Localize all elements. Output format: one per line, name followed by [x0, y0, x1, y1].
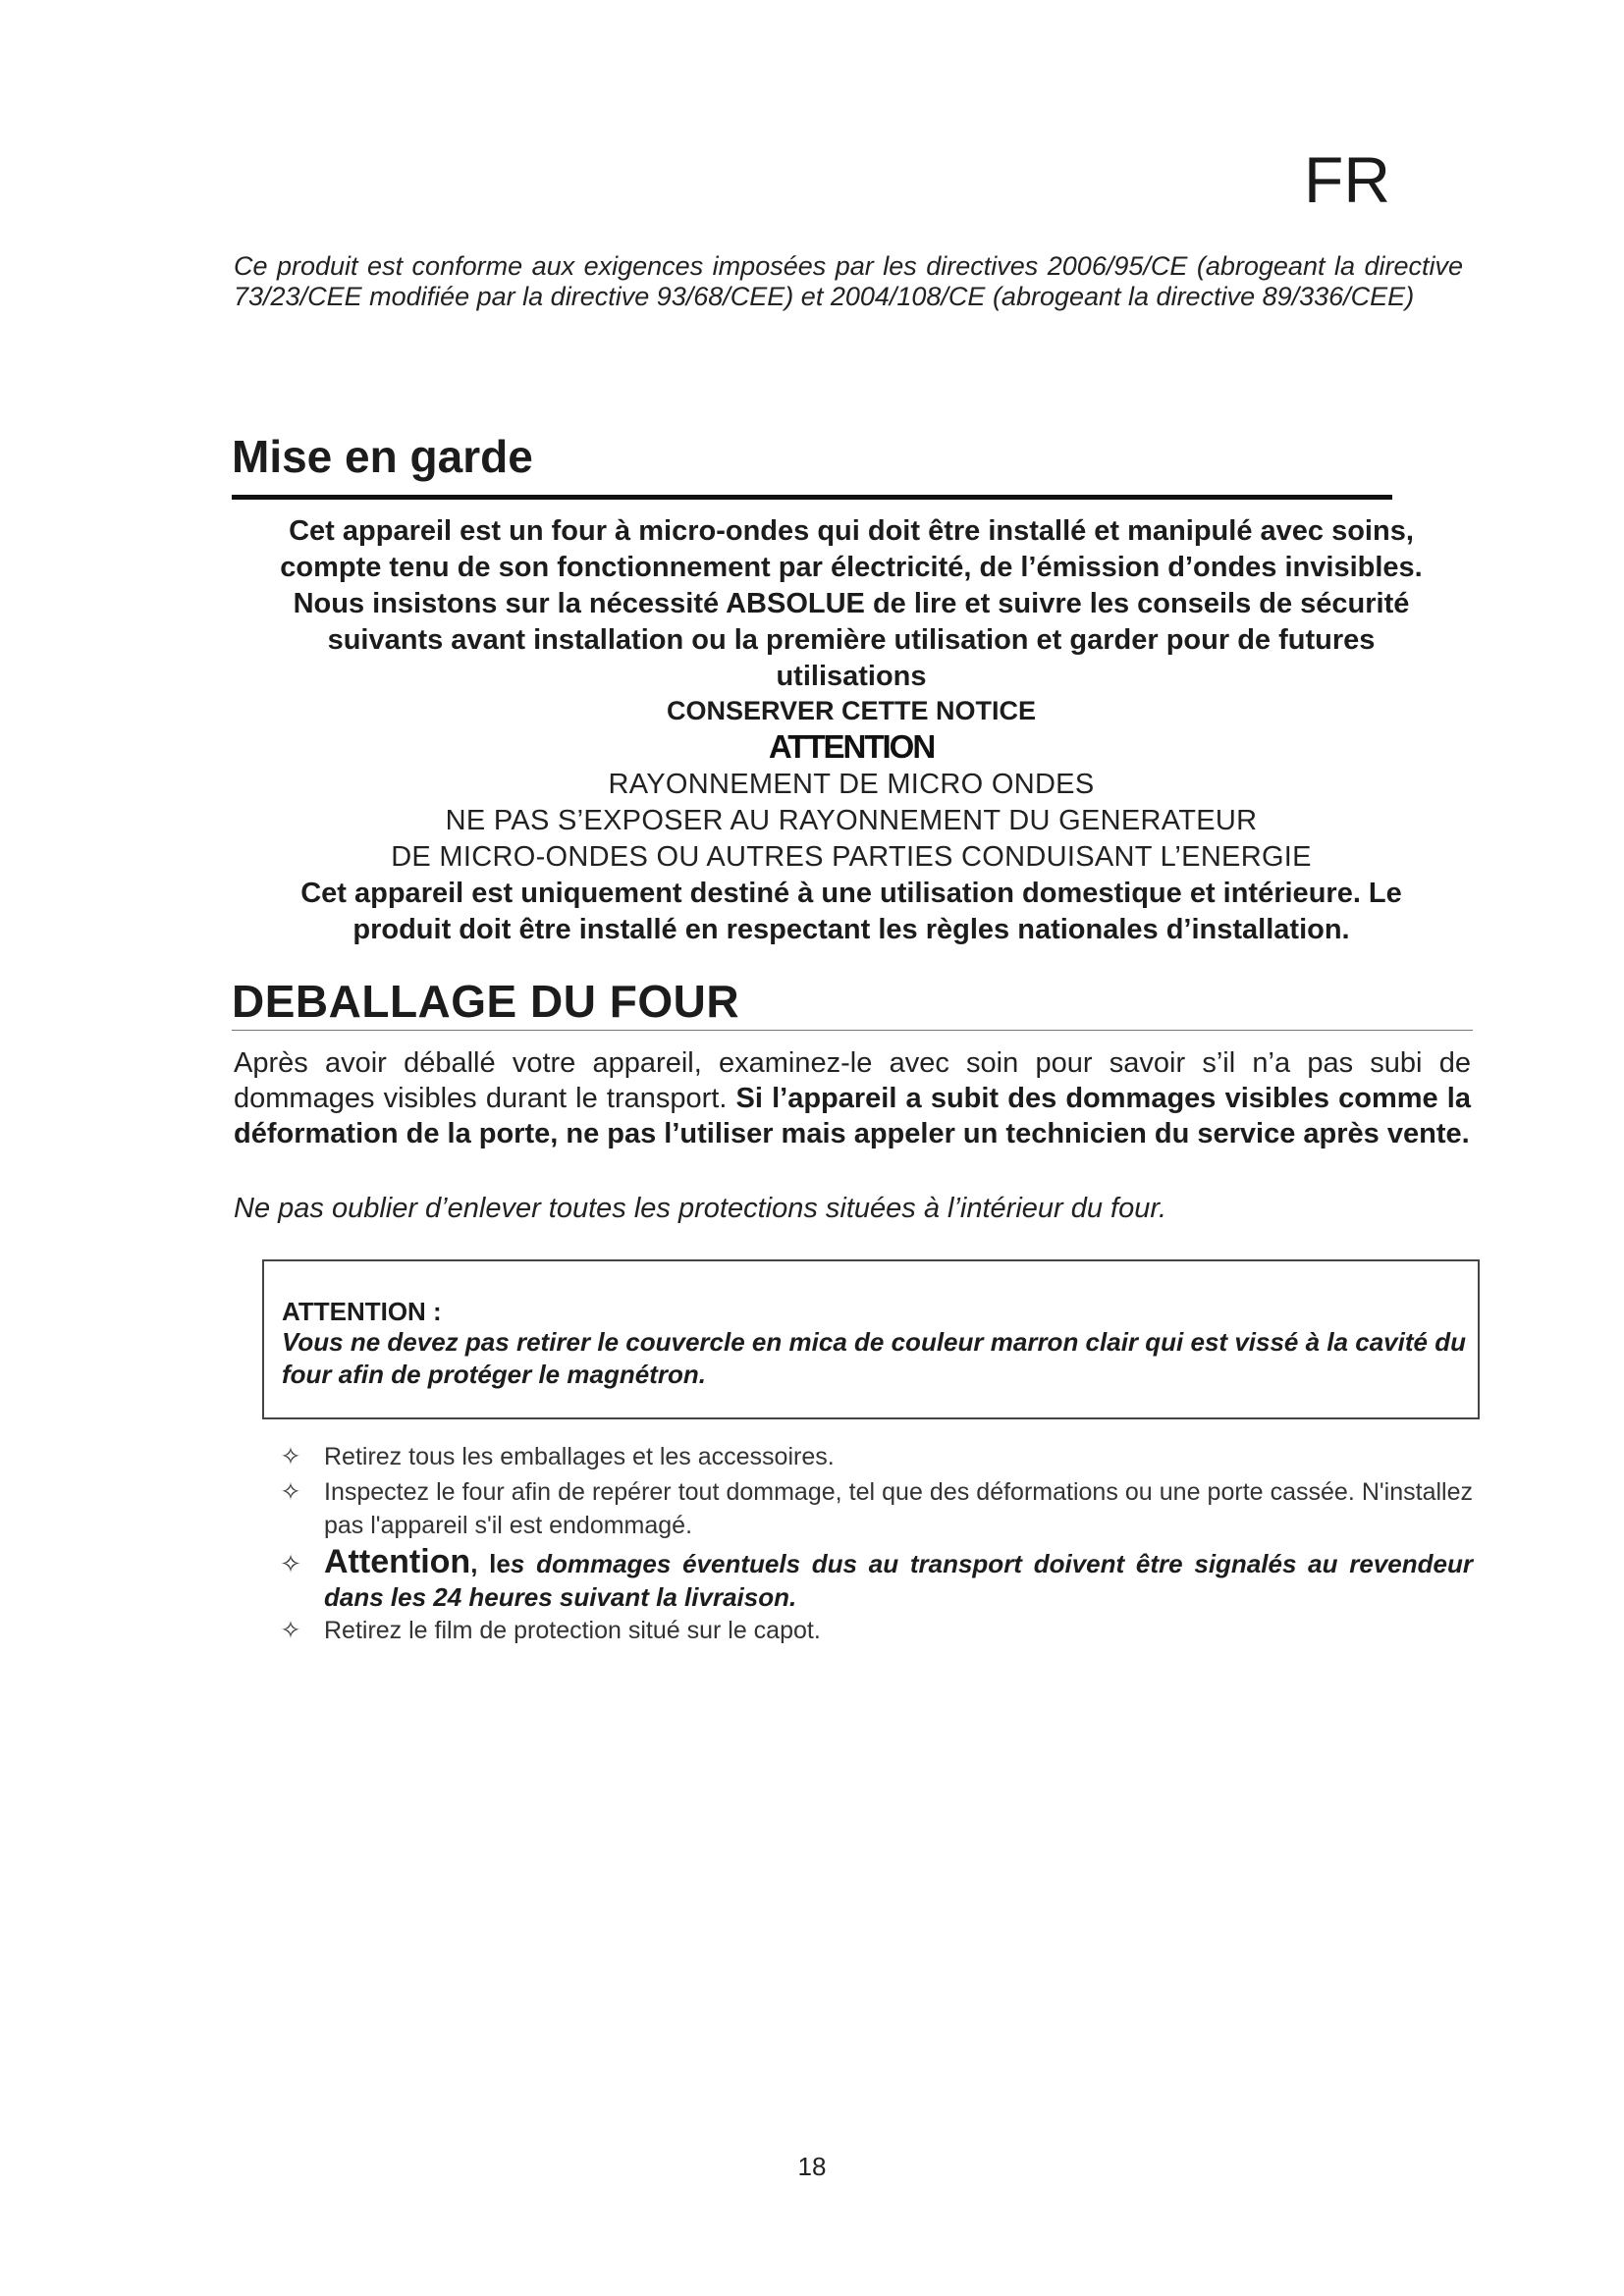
deballage-heading: DEBALLAGE DU FOUR: [232, 976, 740, 1027]
radiation-line-1: RAYONNEMENT DE MICRO ONDES: [608, 769, 1095, 800]
warning-line-2: compte tenu de son fonctionnement par électricité, de l’émission d’ondes invisibles.: [280, 552, 1423, 583]
list-item: [275, 1440, 1473, 1473]
warning-line-3: [232, 586, 1471, 622]
list-item: [275, 1475, 1473, 1542]
domestic-use-line-1: Cet appareil est uniquement destiné à une utilisation domestique et intérieure. Le: [300, 878, 1402, 909]
sparkle-bullet-icon: ✧: [280, 1549, 301, 1578]
unpack-text-bold: Si l’appareil a subit des dommages visibles comme la déformation de la porte, ne pas l’utiliser mais appeler un technicien du service après vente.: [234, 1083, 1471, 1149]
list-item-text: Inspectez le four afin de repérer tout dommage, tel que des déformations ou une porte cassée. N'installez pas l'appareil s'il est endommagé.: [324, 1478, 1473, 1539]
radiation-line-2: NE PAS S’EXPOSER AU RAYONNEMENT DU GENERATEUR: [445, 805, 1258, 836]
warning-absolue: ABSOLUE: [726, 588, 865, 619]
attention-box-text: Vous ne devez pas retirer le couvercle en mica de couleur marron clair qui est vissé à la cavité du four afin de protéger le magnétron.: [282, 1327, 1466, 1389]
warning-line-4: suivants avant installation ou la première utilisation et garder pour de futures: [327, 624, 1376, 656]
page-number: 18: [797, 2152, 827, 2181]
language-code: FR: [1304, 143, 1390, 216]
protections-note: Ne pas oublier d’enlever toutes les protections situées à l’intérieur du four.: [234, 1193, 1167, 1224]
attention-lead: Attention: [324, 1543, 471, 1580]
list-item: [275, 1545, 1473, 1614]
conformity-statement: Ce produit est conforme aux exigences imposées par les directives 2006/95/CE (abrogeant la directive 73/23/CEE modifiée par la directive 93/68/CEE) et 2004/108/CE (abrogeant la directive 89/336/CEE): [234, 251, 1463, 311]
list-item-text: Retirez le film de protection situé sur le capot.: [324, 1617, 821, 1644]
sparkle-bullet-icon: ✧: [280, 1617, 301, 1644]
heading-divider: [232, 495, 1392, 500]
sparkle-bullet-icon: ✧: [280, 1443, 301, 1470]
safety-warning-block: [232, 513, 1471, 948]
attention-box-label: ATTENTION :: [282, 1297, 442, 1326]
list-item: [275, 1614, 1473, 1647]
unpack-steps-list: [275, 1440, 1473, 1647]
attention-title: ATTENTION: [768, 728, 935, 765]
section-divider: [232, 1030, 1473, 1031]
list-item-text: s dommages éventuels dus au transport doivent être signalés au revendeur dans les 24 heures suivant la livraison.: [324, 1549, 1473, 1612]
warning-line-5: utilisations: [776, 661, 927, 692]
domestic-use-line-2: produit doit être installé en respectant les règles nationales d’installation.: [352, 914, 1350, 945]
radiation-line-3: DE MICRO-ONDES OU AUTRES PARTIES CONDUISANT L’ENERGIE: [391, 841, 1312, 873]
warning-line-3-a: Nous insistons sur la nécessité: [293, 588, 727, 619]
warning-line-1: Cet appareil est un four à micro-ondes qui doit être installé et manipulé avec soins,: [289, 515, 1414, 547]
attention-box: [262, 1259, 1480, 1419]
unpack-text-normal: Après avoir déballé votre appareil, examinez-le avec soin pour savoir s’il n’a pas subi de dommages visibles durant le transport.: [234, 1047, 1471, 1114]
unpack-paragraph: [234, 1045, 1471, 1151]
sparkle-bullet-icon: ✧: [280, 1478, 301, 1506]
conserve-notice: CONSERVER CETTE NOTICE: [666, 696, 1037, 725]
mise-en-garde-heading: Mise en garde: [232, 431, 533, 482]
list-item-text: Retirez tous les emballages et les accessoires.: [324, 1443, 835, 1470]
warning-line-3-c: de lire et suivre les conseils de sécurité: [864, 588, 1410, 619]
attention-comma: , le: [470, 1549, 511, 1578]
